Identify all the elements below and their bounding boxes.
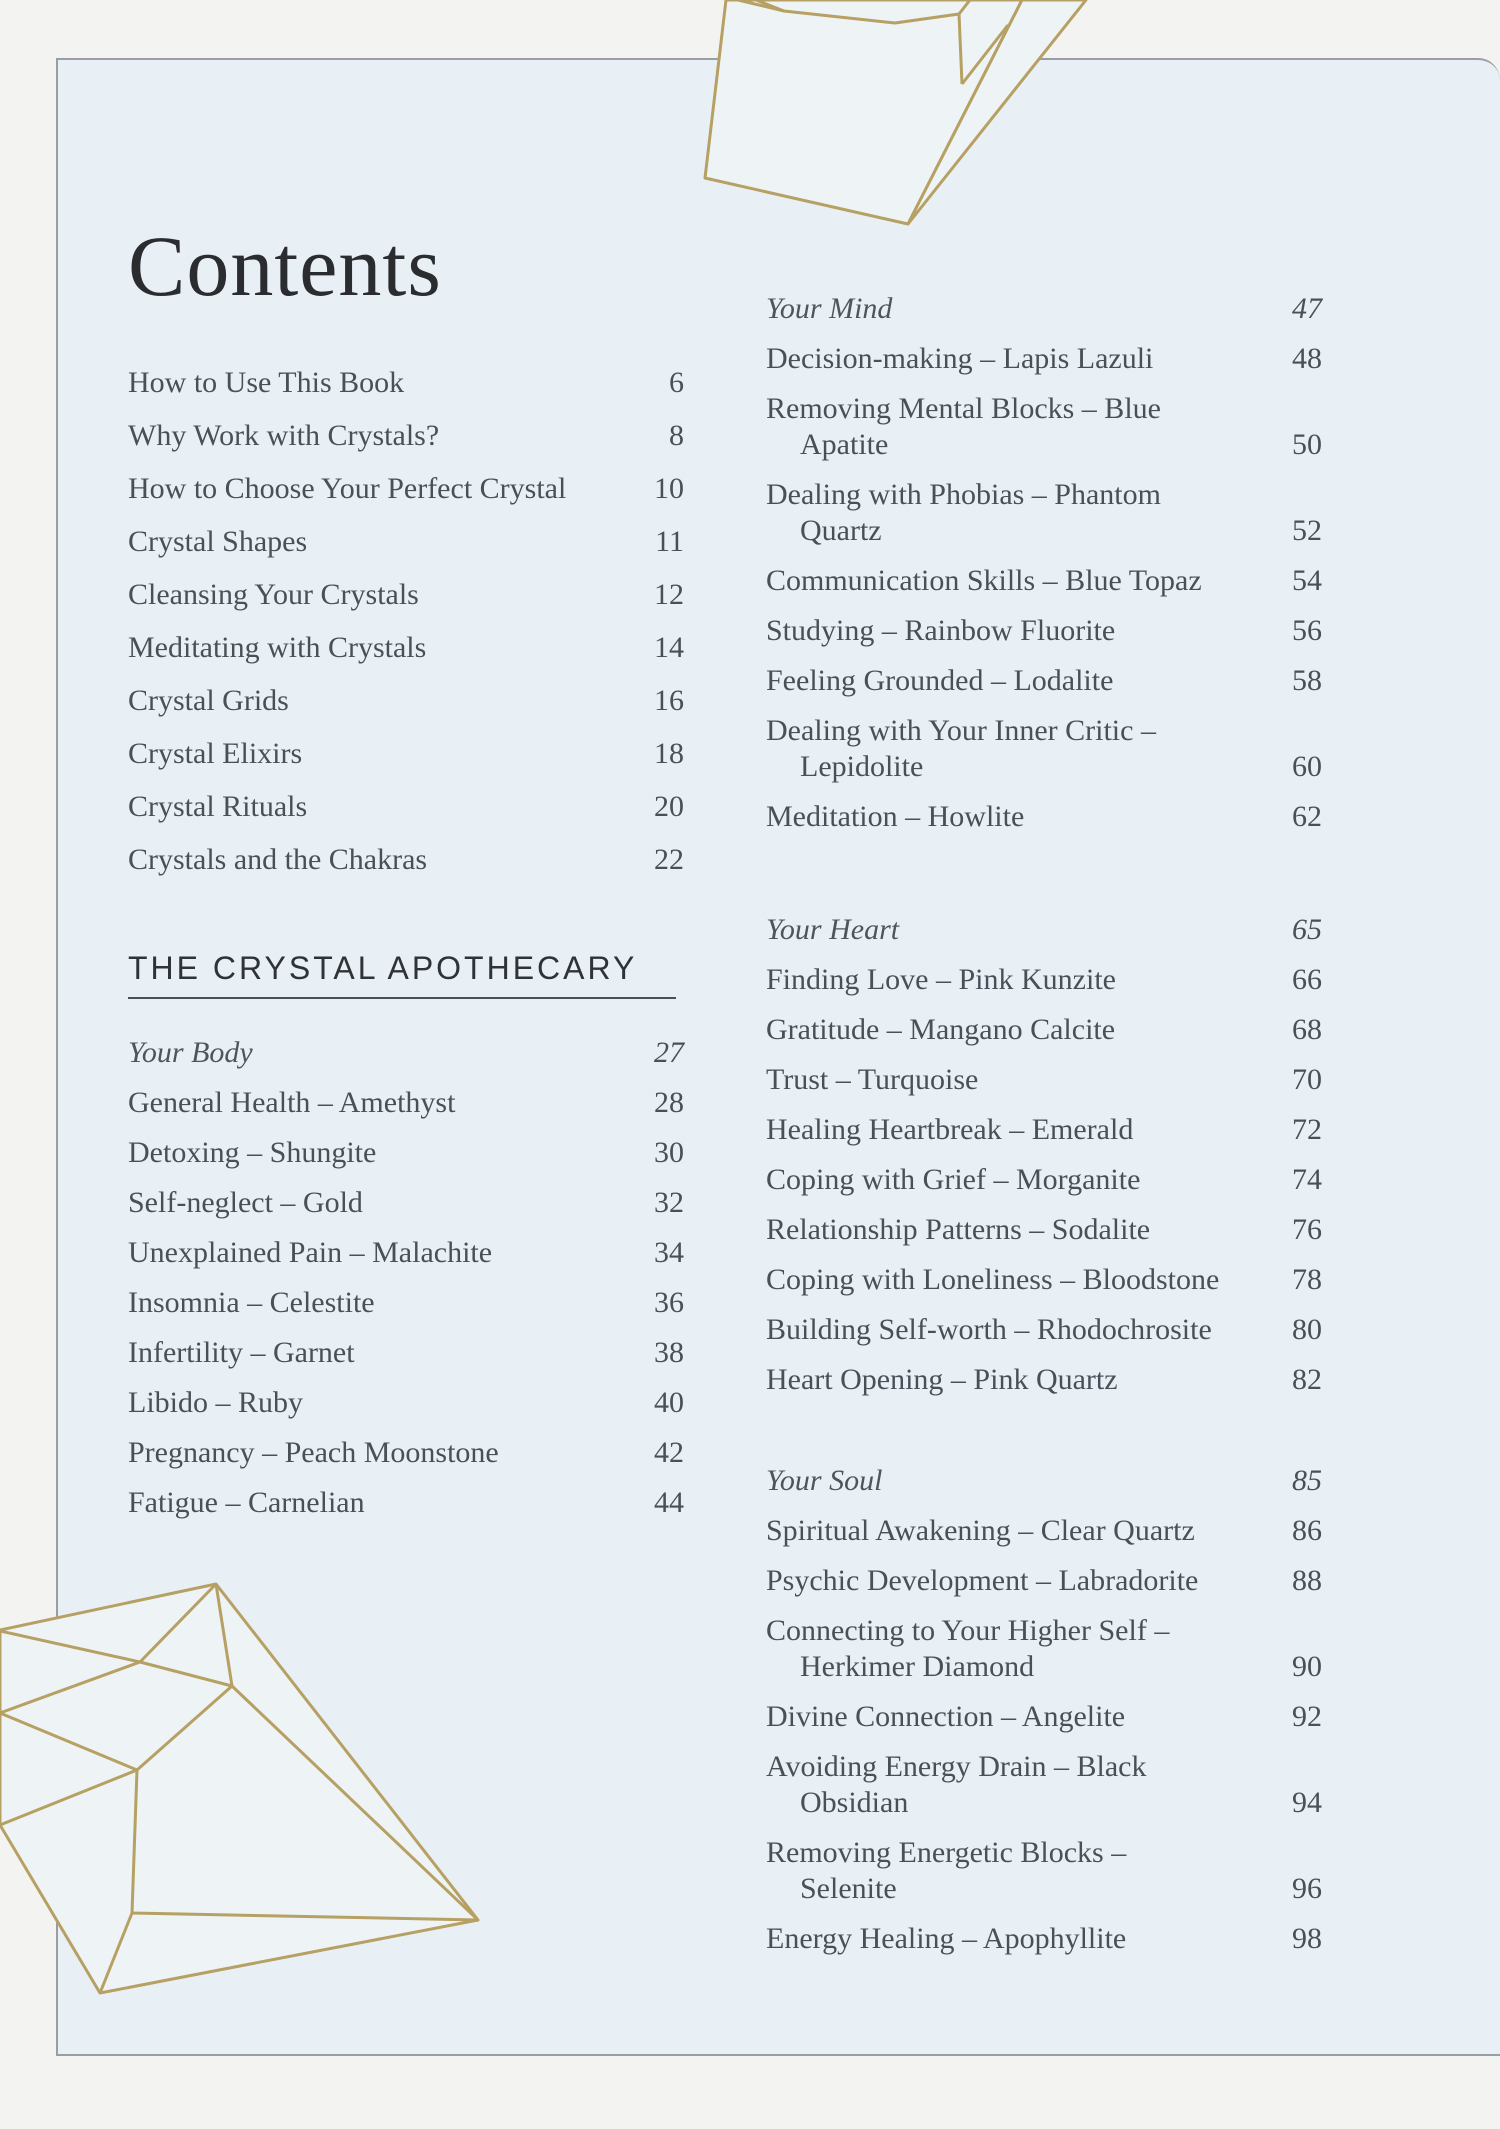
- toc-entry-page: 86: [1292, 1514, 1322, 1547]
- toc-entry[interactable]: [766, 1012, 1322, 1048]
- toc-entry[interactable]: [766, 1613, 1322, 1685]
- toc-entry-title-continued: Selenite: [800, 1872, 897, 1905]
- toc-entry-title: Crystals and the Chakras: [128, 843, 428, 876]
- toc-entry-page: 42: [654, 1436, 684, 1469]
- section-title-row[interactable]: [766, 291, 1322, 327]
- toc-entry[interactable]: [128, 683, 684, 719]
- toc-entry[interactable]: [128, 524, 684, 560]
- toc-entry-title: Connecting to Your Higher Self –: [766, 1614, 1170, 1647]
- toc-entry-page: 60: [1292, 750, 1322, 783]
- section-your-mind: [766, 291, 1322, 835]
- section-title-row[interactable]: [766, 1463, 1322, 1499]
- toc-entry[interactable]: [128, 1185, 684, 1221]
- toc-entry-title: Removing Energetic Blocks –: [766, 1836, 1127, 1869]
- toc-entry-page: 74: [1292, 1163, 1322, 1196]
- toc-entry[interactable]: [766, 341, 1322, 377]
- toc-entry-page: 18: [654, 737, 684, 770]
- toc-entry[interactable]: [128, 1135, 684, 1171]
- toc-entry-page: 90: [1292, 1650, 1322, 1683]
- toc-entry-page: 62: [1292, 800, 1322, 833]
- toc-entry[interactable]: [766, 613, 1322, 649]
- toc-entry-title: Spiritual Awakening – Clear Quartz: [766, 1514, 1195, 1547]
- toc-entry-title: Feeling Grounded – Lodalite: [766, 664, 1114, 697]
- toc-entry-page: 20: [654, 790, 684, 823]
- toc-entry-page: 98: [1292, 1922, 1322, 1955]
- toc-entry-title: Coping with Grief – Morganite: [766, 1163, 1141, 1196]
- toc-entry-page: 48: [1292, 342, 1322, 375]
- toc-entry-title: General Health – Amethyst: [128, 1086, 456, 1119]
- toc-entry[interactable]: [766, 477, 1322, 549]
- toc-entry-page: 76: [1292, 1213, 1322, 1246]
- toc-entry-page: 92: [1292, 1700, 1322, 1733]
- intro-list: [128, 365, 684, 878]
- toc-entry[interactable]: [128, 365, 684, 401]
- toc-entry-page: 58: [1292, 664, 1322, 697]
- toc-entry-page: 10: [654, 472, 684, 505]
- toc-entry[interactable]: [766, 1312, 1322, 1348]
- toc-entry[interactable]: [766, 1835, 1322, 1907]
- toc-entry-title: How to Use This Book: [128, 366, 405, 399]
- toc-entry-title: Fatigue – Carnelian: [128, 1486, 365, 1519]
- toc-entry-title: Libido – Ruby: [128, 1386, 304, 1419]
- toc-entry-page: 28: [654, 1086, 684, 1119]
- toc-entry-title: Healing Heartbreak – Emerald: [766, 1113, 1134, 1146]
- section-your-soul: [766, 1463, 1322, 1957]
- toc-entry-page: 96: [1292, 1872, 1322, 1905]
- toc-entry-page: 8: [669, 419, 684, 452]
- toc-entry-title: Meditating with Crystals: [128, 631, 427, 664]
- toc-entry-page: 6: [669, 366, 684, 399]
- toc-entry-title: Gratitude – Mangano Calcite: [766, 1013, 1116, 1046]
- toc-entry[interactable]: [766, 1362, 1322, 1398]
- toc-entry-page: 68: [1292, 1013, 1322, 1046]
- toc-entry-title: Crystal Shapes: [128, 525, 308, 558]
- crystal-bottom-illustration: [0, 1580, 500, 2000]
- toc-entry-title: Unexplained Pain – Malachite: [128, 1236, 493, 1269]
- toc-entry[interactable]: [128, 630, 684, 666]
- toc-entry[interactable]: [766, 663, 1322, 699]
- section-title-row[interactable]: [128, 1035, 684, 1071]
- section-title: Your Soul: [766, 1464, 883, 1497]
- toc-entry[interactable]: [128, 471, 684, 507]
- toc-entry-title: Crystal Elixirs: [128, 737, 303, 770]
- toc-entry-page: 14: [654, 631, 684, 664]
- section-page: 85: [1292, 1464, 1322, 1497]
- toc-entry[interactable]: [128, 736, 684, 772]
- toc-entry-page: 88: [1292, 1564, 1322, 1597]
- toc-entry-title: Communication Skills – Blue Topaz: [766, 564, 1202, 597]
- toc-entry-title: Coping with Loneliness – Bloodstone: [766, 1263, 1220, 1296]
- toc-entry-page: 36: [654, 1286, 684, 1319]
- toc-entry-title-continued: Quartz: [800, 514, 882, 547]
- section-title: Your Mind: [766, 292, 893, 325]
- toc-entry-page: 34: [654, 1236, 684, 1269]
- toc-entry[interactable]: [766, 563, 1322, 599]
- toc-entry-title-continued: Apatite: [800, 428, 889, 461]
- toc-entry-title: Divine Connection – Angelite: [766, 1700, 1126, 1733]
- toc-entry[interactable]: [128, 1435, 684, 1471]
- section-your-heart: [766, 912, 1322, 1398]
- toc-entry-page: 82: [1292, 1363, 1322, 1396]
- toc-entry-title: Energy Healing – Apophyllite: [766, 1922, 1127, 1955]
- toc-entry-page: 44: [654, 1486, 684, 1519]
- toc-entry-page: 12: [654, 578, 684, 611]
- toc-entry[interactable]: [128, 842, 684, 878]
- toc-entry-title: Dealing with Your Inner Critic –: [766, 714, 1156, 747]
- toc-entry[interactable]: [766, 1921, 1322, 1957]
- toc-entry[interactable]: [766, 962, 1322, 998]
- toc-entry[interactable]: [766, 1699, 1322, 1735]
- toc-entry[interactable]: [128, 1335, 684, 1371]
- toc-entry-title: Removing Mental Blocks – Blue: [766, 392, 1161, 425]
- toc-entry-title: Infertility – Garnet: [128, 1336, 355, 1369]
- toc-entry-title: Meditation – Howlite: [766, 800, 1025, 833]
- toc-entry-title: Studying – Rainbow Fluorite: [766, 614, 1116, 647]
- toc-entry[interactable]: [766, 713, 1322, 785]
- toc-entry-title: Heart Opening – Pink Quartz: [766, 1363, 1118, 1396]
- toc-entry-title: Why Work with Crystals?: [128, 419, 440, 452]
- toc-entry[interactable]: [766, 1513, 1322, 1549]
- toc-entry-page: 30: [654, 1136, 684, 1169]
- toc-entry-title: Psychic Development – Labradorite: [766, 1564, 1199, 1597]
- toc-entry[interactable]: [766, 1212, 1322, 1248]
- toc-entry-page: 16: [654, 684, 684, 717]
- toc-entry-page: 54: [1292, 564, 1322, 597]
- toc-entry-page: 38: [654, 1336, 684, 1369]
- toc-entry-title: Relationship Patterns – Sodalite: [766, 1213, 1151, 1246]
- toc-entry[interactable]: [766, 1749, 1322, 1821]
- toc-entry-page: 22: [654, 843, 684, 876]
- toc-entry-page: 70: [1292, 1063, 1322, 1096]
- toc-entry-title: Trust – Turquoise: [766, 1063, 979, 1096]
- toc-entry-title: Pregnancy – Peach Moonstone: [128, 1436, 499, 1469]
- toc-entry-title: Crystal Rituals: [128, 790, 308, 823]
- toc-entry-page: 78: [1292, 1263, 1322, 1296]
- apothecary-heading: THE CRYSTAL APOTHECARY: [128, 950, 676, 999]
- toc-entry-page: 50: [1292, 428, 1322, 461]
- toc-entry-title-continued: Lepidolite: [800, 750, 924, 783]
- toc-entry-page: 56: [1292, 614, 1322, 647]
- toc-entry-title: Building Self-worth – Rhodochrosite: [766, 1313, 1212, 1346]
- toc-entry[interactable]: [128, 1085, 684, 1121]
- toc-entry[interactable]: [766, 1162, 1322, 1198]
- toc-entry-title: Cleansing Your Crystals: [128, 578, 419, 611]
- toc-entry-title-continued: Herkimer Diamond: [800, 1650, 1035, 1683]
- toc-entry-title-continued: Obsidian: [800, 1786, 909, 1819]
- toc-entry[interactable]: [128, 1385, 684, 1421]
- toc-entry[interactable]: [128, 1485, 684, 1521]
- toc-entry-page: 94: [1292, 1786, 1322, 1819]
- toc-entry[interactable]: [766, 391, 1322, 463]
- toc-entry-page: 80: [1292, 1313, 1322, 1346]
- toc-entry[interactable]: [128, 1285, 684, 1321]
- toc-entry[interactable]: [128, 789, 684, 825]
- toc-entry[interactable]: [128, 418, 684, 454]
- section-page: 65: [1292, 913, 1322, 946]
- toc-entry-page: 52: [1292, 514, 1322, 547]
- section-title: Your Body: [128, 1036, 253, 1069]
- toc-entry[interactable]: [766, 1262, 1322, 1298]
- toc-entry[interactable]: [766, 1062, 1322, 1098]
- toc-entry-page: 66: [1292, 963, 1322, 996]
- toc-entry[interactable]: [766, 799, 1322, 835]
- toc-entry-title: Insomnia – Celestite: [128, 1286, 375, 1319]
- toc-entry-title: Finding Love – Pink Kunzite: [766, 963, 1116, 996]
- toc-entry-page: 40: [654, 1386, 684, 1419]
- page-title: Contents: [128, 218, 442, 314]
- toc-entry[interactable]: [128, 577, 684, 613]
- toc-entry[interactable]: [128, 1235, 684, 1271]
- toc-entry-page: 11: [655, 525, 684, 558]
- toc-entry-title: Self-neglect – Gold: [128, 1186, 363, 1219]
- toc-entry[interactable]: [766, 1563, 1322, 1599]
- toc-entry-title: Dealing with Phobias – Phantom: [766, 478, 1161, 511]
- section-your-body: [128, 1035, 684, 1521]
- toc-entry-title: Avoiding Energy Drain – Black: [766, 1750, 1147, 1783]
- section-title-row[interactable]: [766, 912, 1322, 948]
- toc-entry[interactable]: [766, 1112, 1322, 1148]
- section-title: Your Heart: [766, 913, 900, 946]
- toc-entry-title: Detoxing – Shungite: [128, 1136, 377, 1169]
- toc-entry-page: 32: [654, 1186, 684, 1219]
- toc-entry-page: 72: [1292, 1113, 1322, 1146]
- section-page: 27: [654, 1036, 684, 1069]
- toc-entry-title: Crystal Grids: [128, 684, 289, 717]
- crystal-top-illustration: [700, 0, 1220, 240]
- toc-entry-title: Decision-making – Lapis Lazuli: [766, 342, 1154, 375]
- toc-entry-title: How to Choose Your Perfect Crystal: [128, 472, 567, 505]
- section-page: 47: [1292, 292, 1322, 325]
